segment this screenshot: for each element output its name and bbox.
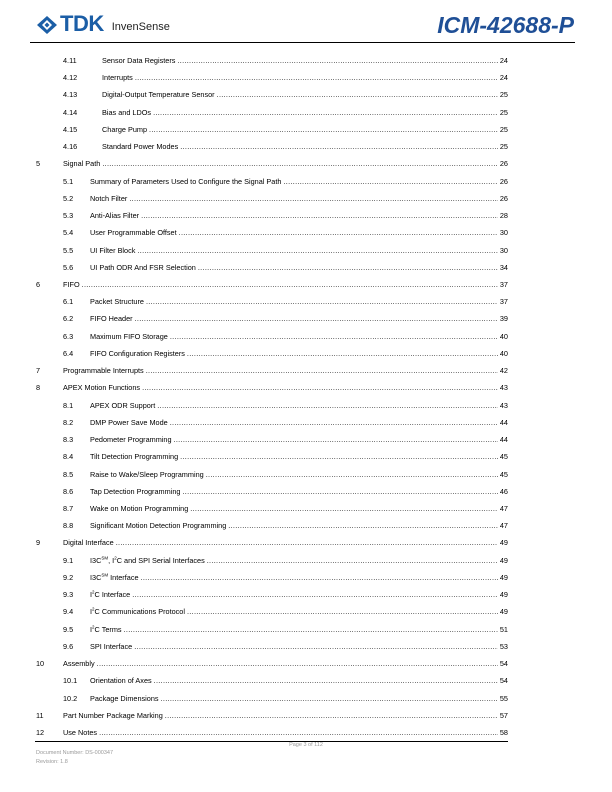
toc-entry-page: 25 (499, 142, 508, 152)
toc-entry-number: 8.8 (63, 521, 74, 531)
document-number: Document Number: DS-000347 (36, 750, 114, 756)
toc-entry-title (90, 469, 204, 481)
tdk-logo (37, 11, 170, 36)
dot-leader (161, 693, 498, 705)
toc-entry-page: 46 (499, 486, 508, 496)
toc-entry-number: 8 (36, 383, 41, 393)
toc-entry[interactable] (0, 365, 508, 377)
toc-entry-number: 4.12 (63, 73, 78, 83)
dot-leader (170, 417, 498, 429)
dot-leader (135, 72, 498, 84)
dot-leader (82, 279, 498, 291)
toc-entry-title (102, 55, 175, 67)
document-title: ICM-42688-P (437, 12, 574, 38)
toc-entry[interactable] (0, 727, 508, 739)
toc-entry-title (63, 365, 144, 377)
title-text: I (90, 590, 93, 600)
dot-leader (187, 606, 498, 618)
toc-entry-page: 25 (499, 124, 508, 134)
title-text: I (90, 624, 93, 634)
toc-entry-title (102, 89, 215, 101)
title-text: Signal Path (63, 159, 101, 169)
superscript: 2 (114, 555, 117, 561)
toc-entry[interactable] (0, 245, 508, 257)
toc-entry-page: 43 (499, 400, 508, 410)
toc-entry[interactable] (0, 89, 508, 101)
dot-leader (137, 245, 497, 257)
toc-entry-title (90, 296, 144, 308)
title-text: Standard Power Modes (102, 142, 179, 152)
toc-entry-number: 8.2 (63, 417, 74, 427)
toc-entry-title (63, 382, 140, 394)
dot-leader (99, 727, 498, 739)
toc-entry-number: 8.4 (63, 452, 74, 462)
toc-entry[interactable] (0, 451, 508, 463)
toc-entry-number: 9.1 (63, 555, 74, 565)
dot-leader (154, 675, 498, 687)
toc-entry-title (63, 727, 97, 739)
toc-entry-title (90, 227, 177, 239)
dot-leader (146, 365, 498, 377)
dot-leader (206, 469, 498, 481)
toc-entry-number: 6 (36, 279, 41, 289)
dot-leader (142, 382, 498, 394)
toc-entry[interactable] (0, 486, 508, 498)
toc-entry[interactable] (0, 624, 508, 636)
dot-leader (149, 124, 498, 136)
title-text: User Programmable Offset (90, 228, 177, 238)
toc-entry-page: 49 (499, 590, 508, 600)
title-text: Assembly (63, 659, 95, 669)
title-text: SPI Interface (90, 641, 133, 651)
toc-entry[interactable] (0, 589, 508, 601)
toc-entry-number: 6.1 (63, 297, 74, 307)
toc-entry-title (90, 486, 180, 498)
toc-entry[interactable] (0, 503, 508, 515)
toc-entry-page: 28 (499, 211, 508, 221)
title-text: Charge Pump (102, 124, 148, 134)
toc-entry-page: 47 (499, 503, 508, 513)
toc-entry-page: 49 (499, 538, 508, 548)
dot-leader (187, 348, 498, 360)
toc-entry-title (90, 400, 155, 412)
toc-entry[interactable] (0, 107, 508, 119)
toc-entry-page: 26 (499, 159, 508, 169)
dot-leader (157, 400, 498, 412)
title-text: Notch Filter (90, 193, 128, 203)
toc-entry-page: 54 (499, 659, 508, 669)
toc-entry[interactable] (0, 417, 508, 429)
toc-entry[interactable] (0, 141, 508, 153)
toc-entry-page: 51 (499, 624, 508, 634)
title-text: FIFO Header (90, 314, 133, 324)
title-text: I (90, 607, 93, 617)
toc-entry-title (90, 572, 139, 584)
title-text: APEX ODR Support (90, 400, 156, 410)
toc-entry-number: 9.2 (63, 572, 74, 582)
toc-entry[interactable] (0, 537, 508, 549)
toc-entry-page: 24 (499, 56, 508, 65)
title-text: UI Path ODR And FSR Selection (90, 262, 196, 272)
toc-entry-number: 5.5 (63, 245, 74, 255)
toc-entry-number: 6.3 (63, 331, 74, 341)
toc-entry[interactable] (0, 176, 508, 188)
title-text: Sensor Data Registers (102, 56, 176, 65)
toc-entry-number: 8.5 (63, 469, 74, 479)
dot-leader (141, 210, 498, 222)
toc-entry-page: 54 (499, 676, 508, 686)
toc-entry-title (90, 210, 139, 222)
dot-leader (153, 107, 498, 119)
title-text: Packet Structure (90, 297, 144, 307)
dot-leader (182, 486, 497, 498)
toc-entry-title (90, 589, 130, 601)
dot-leader (177, 55, 497, 67)
dot-leader (180, 451, 498, 463)
toc-entry[interactable] (0, 348, 508, 360)
toc-entry-page: 49 (499, 555, 508, 565)
toc-entry-number: 8.6 (63, 486, 74, 496)
toc-entry-page: 34 (499, 262, 508, 272)
title-text: Digital-Output Temperature Sensor (102, 90, 215, 100)
toc-entry-page: 45 (499, 469, 508, 479)
toc-entry-page: 37 (499, 279, 508, 289)
title-text: Summary of Parameters Used to Configure the Signal Path (90, 176, 282, 186)
toc-entry-title (90, 606, 185, 618)
dot-leader (190, 503, 498, 515)
title-text: Tap Detection Programming (90, 486, 181, 496)
toc-entry[interactable] (0, 710, 508, 722)
toc-entry-number: 12 (36, 727, 45, 737)
dot-leader (198, 262, 498, 274)
toc-entry[interactable] (0, 210, 508, 222)
toc-entry[interactable] (0, 124, 508, 136)
title-text: Interrupts (102, 73, 133, 83)
dot-leader (129, 193, 498, 205)
toc-entry-page: 25 (499, 107, 508, 117)
toc-entry-page: 55 (499, 693, 508, 703)
toc-entry[interactable] (0, 296, 508, 308)
dot-leader (165, 710, 498, 722)
toc-entry-number: 4.16 (63, 142, 78, 152)
dot-leader (124, 624, 498, 636)
toc-entry[interactable] (0, 331, 508, 343)
superscript: 2 (92, 606, 95, 612)
toc-entry-page: 30 (499, 245, 508, 255)
title-text: Bias and LDOs (102, 107, 152, 117)
toc-entry[interactable] (0, 55, 508, 67)
superscript: SM (101, 555, 109, 561)
revision: Revision: 1.8 (36, 759, 68, 765)
toc-entry[interactable] (0, 313, 508, 325)
toc-entry-title (90, 245, 135, 257)
toc-entry-number: 5.6 (63, 262, 74, 272)
toc-entry-number: 8.7 (63, 503, 74, 513)
toc-entry-title (102, 107, 151, 119)
toc-entry-title (90, 451, 178, 463)
toc-entry[interactable] (0, 555, 508, 567)
toc-entry[interactable] (0, 279, 508, 291)
toc-entry[interactable] (0, 227, 508, 239)
title-text: Use Notes (63, 727, 98, 737)
toc-entry[interactable] (0, 693, 508, 705)
toc-entry[interactable] (0, 158, 508, 170)
toc-entry-title (63, 279, 80, 291)
dot-leader (146, 296, 498, 308)
dot-leader (207, 555, 498, 567)
toc-entry[interactable] (0, 434, 508, 446)
title-text: FIFO Configuration Registers (90, 348, 185, 358)
toc-entry-page: 44 (499, 417, 508, 427)
toc-entry-title (90, 176, 281, 188)
toc-entry-title (90, 348, 185, 360)
toc-entry[interactable] (0, 641, 508, 653)
toc-entry-page: 53 (499, 641, 508, 651)
toc-entry-number: 5.2 (63, 193, 74, 203)
toc-entry-number: 10 (36, 659, 45, 669)
title-text: APEX Motion Functions (63, 383, 141, 393)
toc-entry-title (90, 641, 132, 653)
toc-entry-title (90, 193, 127, 205)
title-text: , I (108, 555, 115, 565)
toc-entry-title (63, 658, 95, 670)
toc-entry-number: 9 (36, 538, 41, 548)
toc-entry-page: 57 (499, 710, 508, 720)
toc-entry-title (90, 262, 196, 274)
toc-entry-number: 9.6 (63, 641, 74, 651)
toc-entry-page: 40 (499, 331, 508, 341)
title-text: Digital Interface (63, 538, 114, 548)
dot-leader (217, 89, 498, 101)
toc-entry-number: 6.4 (63, 348, 74, 358)
toc-entry[interactable] (0, 72, 508, 84)
title-text: UI Filter Block (90, 245, 136, 255)
toc-entry[interactable] (0, 606, 508, 618)
superscript: SM (101, 572, 109, 578)
toc-entry-page: 44 (499, 435, 508, 445)
title-text: Interface (108, 572, 139, 582)
toc-entry-page: 39 (499, 314, 508, 324)
toc-entry[interactable] (0, 658, 508, 670)
toc-entry-title (90, 693, 159, 705)
toc-entry-title (90, 520, 226, 532)
dot-leader (134, 641, 498, 653)
toc-entry-title (102, 124, 147, 136)
toc-entry-page: 24 (499, 73, 508, 83)
toc-entry-number: 6.2 (63, 314, 74, 324)
dot-leader (141, 572, 498, 584)
title-text: Pedometer Programming (90, 435, 172, 445)
toc-entry-page: 47 (499, 521, 508, 531)
toc-entry-page: 49 (499, 607, 508, 617)
toc-entry-number: 11 (36, 710, 44, 720)
toc-entry-number: 9.5 (63, 624, 74, 634)
title-text: DMP Power Save Mode (90, 417, 168, 427)
title-text: Package Dimensions (90, 693, 159, 703)
toc-entry-title (90, 624, 122, 636)
toc-entry-number: 7 (36, 366, 41, 376)
title-text: Wake on Motion Programming (90, 503, 189, 513)
dot-leader (170, 331, 498, 343)
toc-entry-number: 5.4 (63, 228, 74, 238)
toc-entry-page: 40 (499, 348, 508, 358)
toc-entry-title (90, 331, 168, 343)
toc-entry-title (90, 434, 172, 446)
toc-entry[interactable] (0, 382, 508, 394)
dot-leader (228, 520, 498, 532)
title-text: Tilt Detection Programming (90, 452, 179, 462)
dot-leader (283, 176, 497, 188)
toc-entry-number: 8.3 (63, 435, 74, 445)
toc-entry[interactable] (0, 469, 508, 481)
dot-leader (132, 589, 498, 601)
title-text: Significant Motion Detection Programming (90, 521, 227, 531)
toc-entry-page: 26 (499, 176, 508, 186)
title-text: FIFO (63, 279, 80, 289)
dot-leader (116, 537, 498, 549)
toc-entry-page: 58 (499, 727, 508, 737)
toc-entry-number: 4.11 (63, 56, 77, 65)
toc-entry-number: 5.3 (63, 211, 74, 221)
toc-entry-page: 42 (499, 366, 508, 376)
title-text: Maximum FIFO Storage (90, 331, 168, 341)
header-divider (30, 42, 575, 43)
toc-entry-title (90, 417, 168, 429)
sub-brand-name: InvenSense (111, 21, 170, 33)
toc-entry-title (102, 141, 178, 153)
dot-leader (135, 313, 498, 325)
toc-entry-title (63, 537, 114, 549)
toc-entry-number: 4.15 (63, 124, 78, 134)
toc-entry-title (90, 555, 205, 567)
toc-entry-page: 37 (499, 297, 508, 307)
toc-entry-page: 30 (499, 228, 508, 238)
toc-entry-number: 8.1 (63, 400, 74, 410)
title-text: Part Number Package Marking (63, 710, 163, 720)
page-number: Page 3 of 112 (289, 742, 323, 748)
toc-entry-page: 45 (499, 452, 508, 462)
toc-entry-number: 10.2 (63, 693, 78, 703)
title-text: I3C (90, 555, 102, 565)
title-text: C Terms (94, 624, 122, 634)
brand-name: TDK (60, 11, 104, 36)
dot-leader (179, 227, 498, 239)
toc-entry-number: 9.4 (63, 607, 74, 617)
toc-entry-title (63, 158, 100, 170)
toc-entry[interactable] (0, 262, 508, 274)
toc-entry-page: 43 (499, 383, 508, 393)
dot-leader (180, 141, 498, 153)
toc-entry-page: 49 (499, 572, 508, 582)
toc-entry-number: 4.13 (63, 90, 78, 100)
toc-entry-number: 10.1 (63, 676, 78, 686)
toc-entry-page: 25 (499, 90, 508, 100)
title-text: Raise to Wake/Sleep Programming (90, 469, 204, 479)
title-text: Orientation of Axes (90, 676, 152, 686)
toc-entry-number: 5.1 (63, 176, 74, 186)
title-text: I3C (90, 572, 102, 582)
toc-entry-number: 9.3 (63, 590, 74, 600)
toc-entry-number: 4.14 (63, 107, 78, 117)
title-text: C Communications Protocol (94, 607, 185, 617)
dot-leader (102, 158, 498, 170)
toc-entry[interactable] (0, 572, 508, 584)
dot-leader (97, 658, 498, 670)
toc-entry-title (90, 675, 152, 687)
title-text: Programmable Interrupts (63, 366, 144, 376)
superscript: 2 (92, 589, 95, 595)
title-text: C Interface (94, 590, 131, 600)
superscript: 2 (92, 624, 95, 630)
dot-leader (174, 434, 498, 446)
toc-entry[interactable] (0, 400, 508, 412)
toc-entry-title (90, 313, 133, 325)
toc-entry-number: 5 (36, 159, 41, 169)
toc-entry[interactable] (0, 193, 508, 205)
toc-entry[interactable] (0, 675, 508, 687)
toc-entry-title (102, 72, 133, 84)
toc-entry-page: 26 (499, 193, 508, 203)
toc-entry[interactable] (0, 520, 508, 532)
tdk-emblem-icon (37, 16, 57, 34)
toc-entry-title (90, 503, 188, 515)
title-text: Anti-Alias Filter (90, 211, 140, 221)
toc-entry-title (63, 710, 163, 722)
title-text: C and SPI Serial Interfaces (116, 555, 205, 565)
